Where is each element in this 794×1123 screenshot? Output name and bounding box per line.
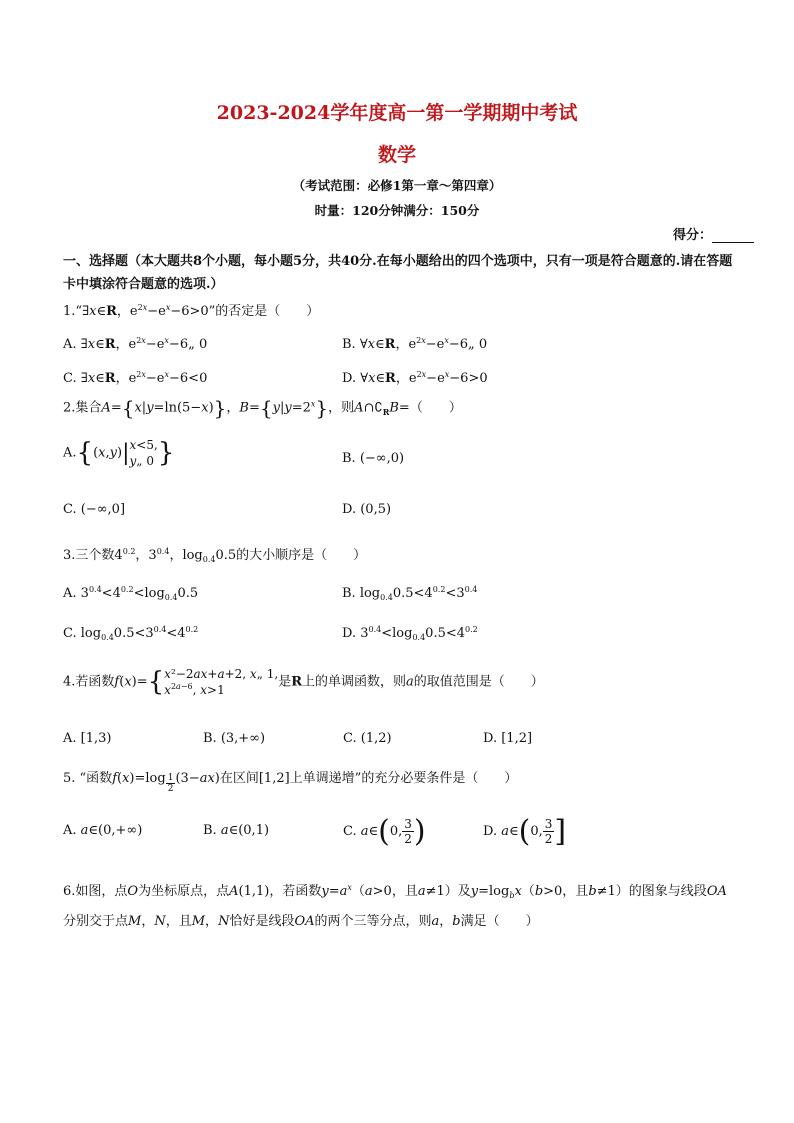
exam-scope: （考试范围：必修1第一章～第四章） [292,178,502,193]
q3-option-b: B. $\log_{0.4}0.5<4^{0.2}<3^{0.4}$ [342,585,478,602]
q2-option-b: B. (−∞,0) [342,451,405,466]
question-5: 5. “函数f(x)=log $_{\frac{1}{2}}$ (3−ax)在区间[1,2]上单调递增”的充分必要条件是（ ） [63,771,518,794]
q2-option-a: A.{(x,y)|x<5, y„ 0 } [63,438,175,468]
question-number: 4. [63,674,76,690]
exam-time-info: 时量：120分钟满分：150分 [314,203,480,218]
exam-title: 2023-2024学年度高一第一学期期中考试 [216,102,578,124]
q3-option-d: D. $3^{0.4}<\log_{0.4}0.5<4^{0.2}$ [342,625,478,642]
q1-option-a: A. ∃x∈R，$e^{2x}-e^x-6„$ 0 [63,336,208,352]
q5-option-a: A. a∈(0,+∞) [63,823,143,838]
question-2: 2.集合A={x|y=ln(5−x)}，$B=\{y|y=2^x\}$，则$A\cap∁_RB=$（ ） [63,396,462,420]
question-1: 1.“∃x∈R，$e^{2x}-e^x-6>0$”的否定是（ ） [63,303,320,319]
q2-option-d: D. (0,5) [342,502,392,517]
question-3: 3.三个数$4^{0.2}$，$3^{0.4}$，$\log_{0.4}0.5$的大小顺序是（ ） [63,547,367,564]
score-label: 得分： [673,228,713,243]
q1-option-b: B. ∀x∈R，$e^{2x}-e^x-6„$ 0 [342,336,488,352]
q1-option-d: D. ∀x∈R，$e^{2x}-e^x-6>0$ [342,370,488,386]
q3-option-a: A. $3^{0.4}<4^{0.2}<\log_{0.4}0.5$ [63,585,199,602]
q5-option-d: D. a∈(0, $\frac{3}{2}$ ] [483,814,567,849]
score-blank [712,230,754,243]
question-4: 4.若函数f(x)={x²−2ax+a+2, x„ 1, $x^{2a-6}$, x>1是R上的单调函数，则a的取值范围是（ ） [63,667,544,697]
section-heading: 一、选择题（本大题共8个小题，每小题5分，共40分.在每小题给出的四个选项中，只有一项是符合题意的.请在答题卡中填涂符合题意的选项.） [63,254,733,292]
q4-option-b: B. (3,+∞) [203,731,266,746]
question-number: 3. [63,548,76,563]
q5-option-c: C. a∈(0, $\frac{3}{2}$ ) [343,814,426,849]
q5-option-b: B. a∈(0,1) [203,823,270,838]
question-6: 6.如图，点O为坐标原点，点A(1,1)，若函数$y=a^x(a>0$，且a≠1）及$y=\log_bx(b>0$，且b≠1）的图象与线段OA分别交于点M，N，且M，N恰好是线段OA的两个三等分点，则a，b满足（ ） [63,883,727,929]
question-number: 6. [63,884,76,899]
score-field [673,224,754,243]
q4-option-a: A. [1,3) [63,731,112,746]
exam-subject: 数学 [377,144,416,166]
q1-option-c: C. ∃x∈R，$e^{2x}-e^x-6<0$ [63,370,208,386]
q4-option-d: D. [1,2] [483,731,533,746]
question-number: 1. [63,304,76,319]
q3-option-c: C. $\log_{0.4}0.5<3^{0.4}<4^{0.2}$ [63,625,199,642]
question-number: 5. [63,771,76,786]
q2-option-c: C. (−∞,0] [63,502,126,517]
q4-option-c: C. (1,2) [343,731,392,746]
question-number: 2. [63,400,76,416]
